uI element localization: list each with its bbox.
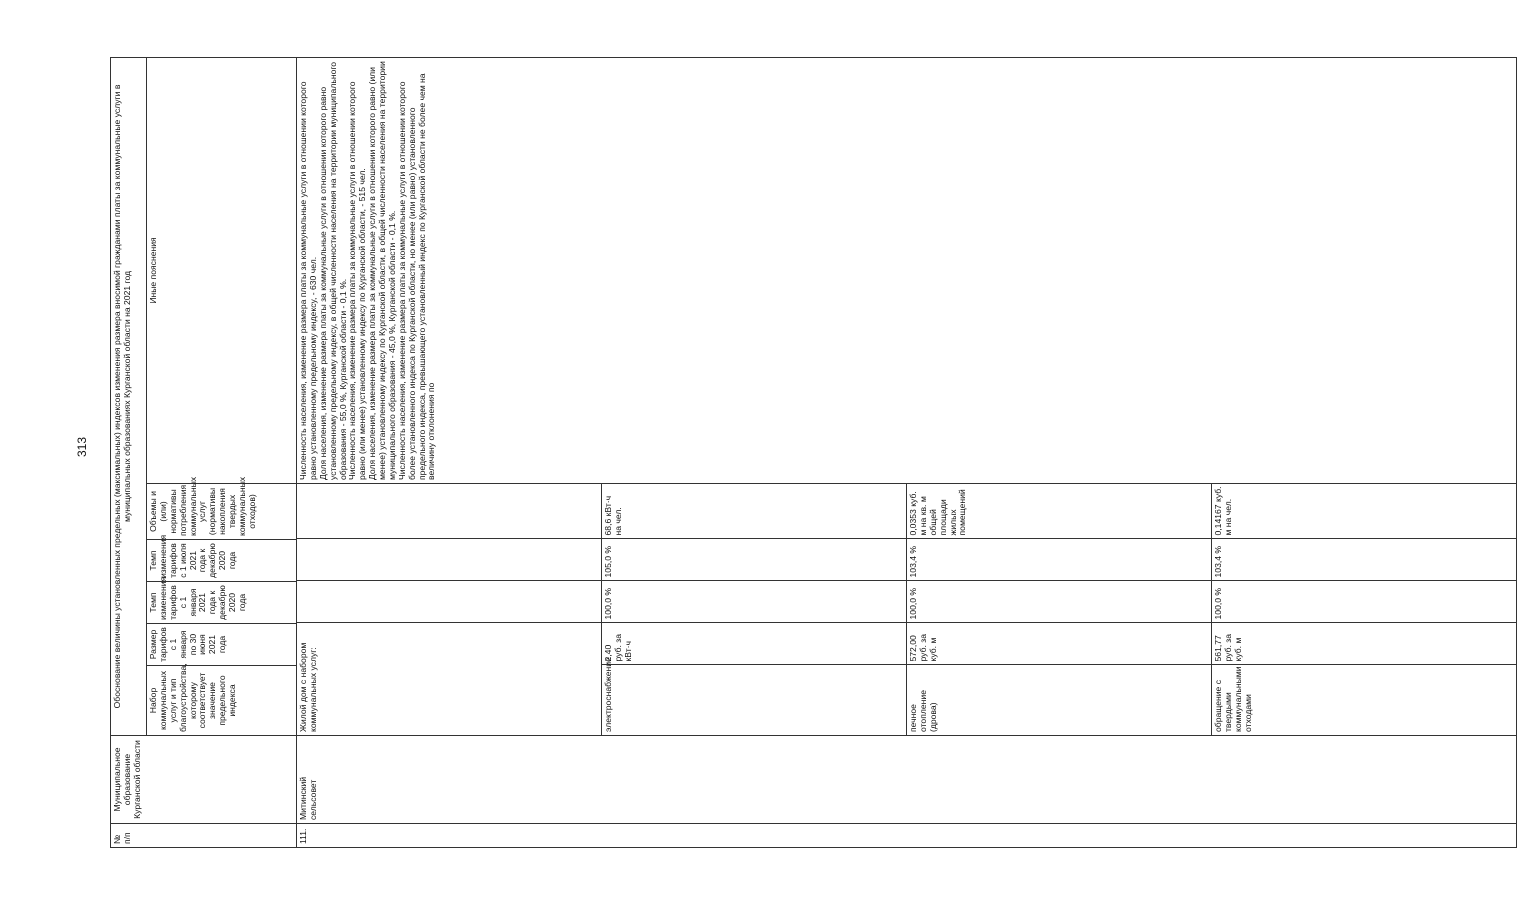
service-tariff: 572,00 руб. за куб. м [907,623,1212,665]
note-paragraph: Численность населения, изменение размера платы за коммунальные услуги в отношении которого равно установленному предельному индексу, - 630 чел. [298,81,318,480]
service-rate-january: 100,0 % [1212,581,1517,623]
page-number: 313 [75,436,90,458]
header-rate-july: Темп изменения тарифов с 1 июля 2021 года к декабрю 2020 года [147,540,297,582]
note-paragraph: Доля населения, изменение размера платы за коммунальные услуги в отношении которого равно установленному предельному индексу, в общей численности населения на территории муниципального образования - 55,0 %, Курганской области - 0,1 %. [317,61,348,480]
header-no: № п/п [111,824,297,848]
header-volume: Объемы и (или) нормативы потребления коммунальных услуг (нормативы накопления твердых коммунальных отходов) [147,484,297,540]
header-municipality: Муниципальное образование Курганской области [111,736,297,824]
rotated-table-sheet [110,58,1253,848]
services-block [297,484,1517,736]
service-volume: 0,0353 куб. м на кв. м общей площади жилых помещений [907,483,1212,539]
service-name: печное отопление (дрова) [907,665,1212,735]
header-notes: Иные пояснения [147,57,297,483]
service-name: обращение с твердыми коммунальными отходами [1212,665,1517,735]
row-notes [297,57,1517,483]
header-justification: Обоснование величины установленных предельных (максимальных) индексов изменения размера вносимой гражданами платы за коммунальные услуги в муниципальных образованиях Курганской области на 2021 год [111,57,147,735]
service-tariff: 561,77 руб. за куб. м [1212,623,1517,665]
service-row [907,483,1212,735]
service-volume: 68,6 кВт·ч на чел. [602,483,907,539]
set-title: Жилой дом с набором коммунальных услуг: [297,623,602,735]
justification-table [110,57,1517,848]
service-rate-january: 100,0 % [907,581,1212,623]
header-rate-january: Темп изменения тарифов с 1 января 2021 года к декабрю 2020 года [147,582,297,624]
service-tariff: 2,40 руб. за кВт·ч [602,623,907,665]
service-rate-july: 103,4 % [1212,539,1517,581]
note-paragraph: Численность населения, изменение размера платы за коммунальные услуги в отношении которого более установленного индекса по Курганской области, но менее (или равно) установленного предельного индекса, превышающего установленный индекс по Курганской области не более чем на величину отклонения по [396,73,437,480]
row-municipality: Митинский сельсовет [297,736,1517,824]
table-row [297,57,1517,847]
service-row [602,483,907,735]
service-volume: 0,14167 куб. м на чел. [1213,486,1233,536]
row-number: 111. [297,824,1517,848]
service-row [1212,483,1517,735]
note-paragraph: Численность населения, изменение размера платы за коммунальные услуги в отношении которого равно (или менее) установленному индексу по Курганской области, - 515 чел. [347,81,368,480]
header-service-set: Набор коммунальных услуг и тип благоустройства, которому соответствует значение предельного индекса [147,666,297,736]
services-table [297,483,1516,735]
header-tariff: Размер тарифов с 1 января по 30 июня 2021 года [147,624,297,666]
service-rate-january: 100,0 % [602,581,907,623]
service-name: электроснабжение [602,665,907,735]
service-rate-july: 105,0 % [602,539,907,581]
note-paragraph: Доля населения, изменение размера платы за коммунальные услуги в отношении которого равно (или менее) установленному индексу по Курганской области, в общей численности населения на территории муниципального образования - 45,0 %, Курганской области - 0,1 %. [367,61,397,480]
service-rate-july: 103,4 % [907,539,1212,581]
